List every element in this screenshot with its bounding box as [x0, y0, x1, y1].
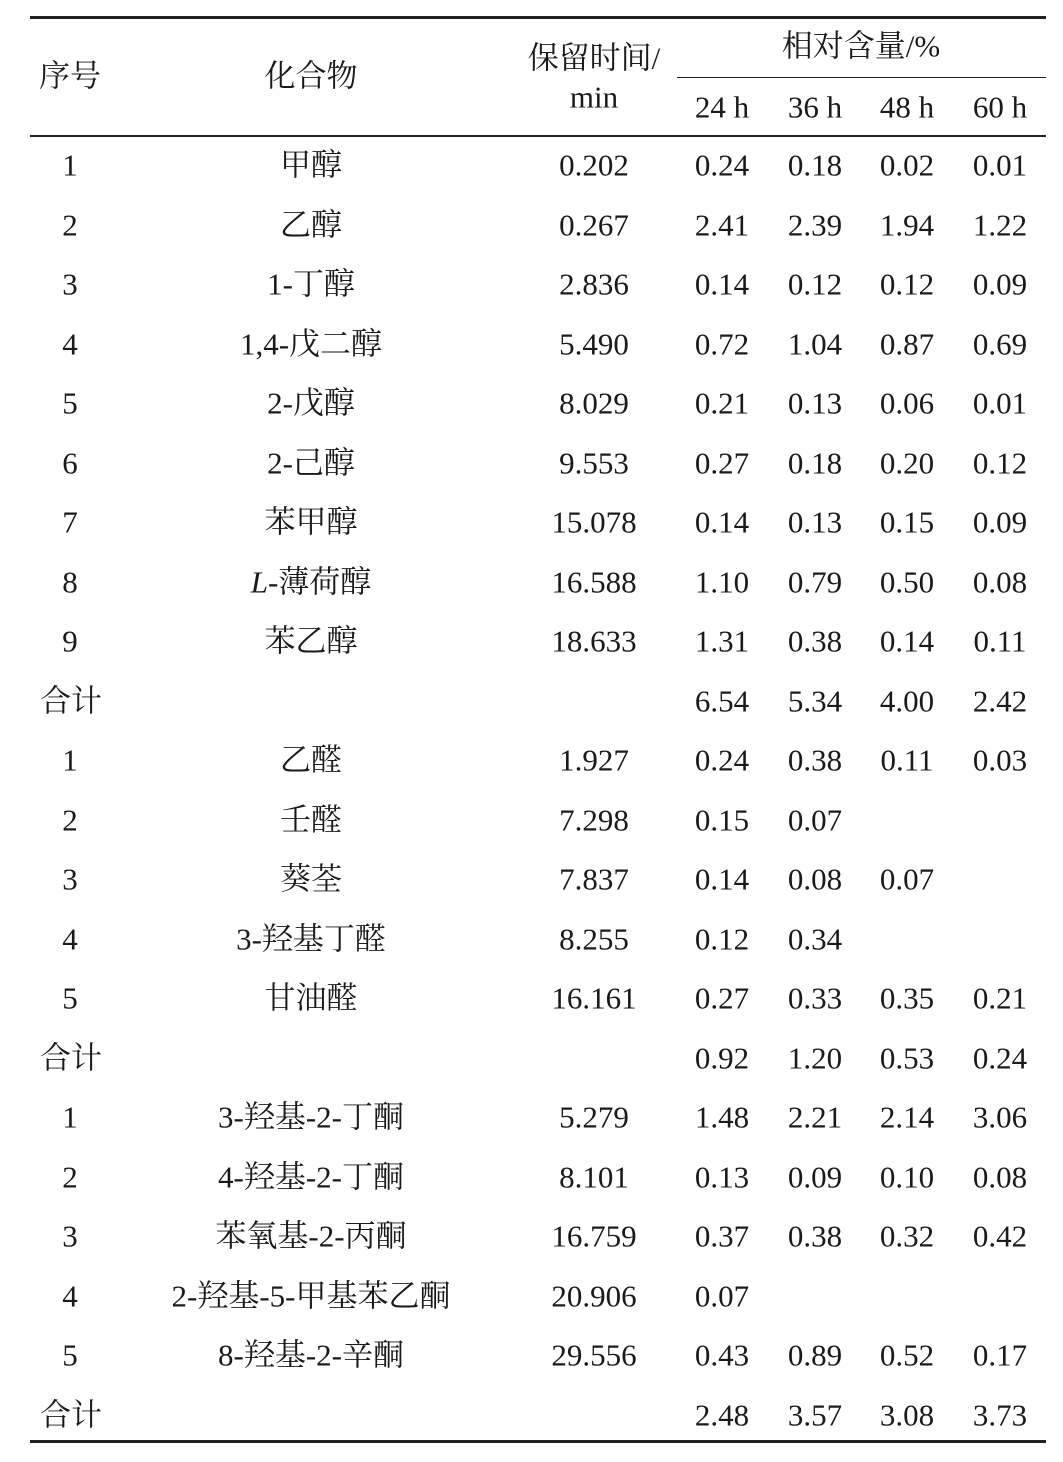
relative-content-value: 0.72 [694, 326, 750, 361]
relative-content-value: 0.37 [694, 1218, 750, 1254]
retention-time: 8.101 [559, 1159, 629, 1194]
row-index: 4 [62, 1278, 78, 1313]
row-index: 9 [62, 623, 78, 659]
relative-content-value: 0.07 [879, 861, 935, 897]
relative-content-value: 6.54 [694, 683, 750, 718]
compound-name: 3-羟基丁醛 [236, 921, 386, 956]
relative-content-value: 0.08 [972, 1159, 1028, 1194]
relative-content-value: 0.27 [694, 445, 750, 480]
relative-content-value: 0.34 [787, 921, 843, 956]
relative-content-value: 0.38 [787, 1218, 843, 1254]
retention-time: 2.836 [559, 266, 629, 302]
compound-name: 甘油醛 [264, 980, 358, 1016]
relative-content-value: 3.08 [879, 1397, 935, 1432]
relative-content-value: 0.15 [879, 504, 935, 540]
relative-content-value: 0.14 [694, 504, 750, 540]
retention-time: 7.298 [559, 802, 629, 837]
relative-content-value: 0.07 [694, 1278, 750, 1313]
compound-name: 苯甲醇 [264, 504, 358, 540]
row-index: 1 [62, 147, 78, 183]
retention-time: 0.267 [559, 207, 629, 242]
relative-content-value: 1.94 [879, 207, 935, 242]
relative-content-value: 0.53 [879, 1040, 935, 1075]
compound-name: 乙醛 [280, 742, 342, 778]
row-index: 4 [62, 921, 78, 956]
relative-content-value: 2.42 [972, 683, 1028, 718]
relative-content-value: 0.89 [787, 1337, 843, 1373]
retention-time: 8.029 [559, 385, 629, 421]
compound-name: 壬醛 [280, 802, 342, 837]
header-index: 序号 [39, 58, 101, 94]
relative-content-value: 0.03 [972, 742, 1028, 778]
relative-content-value: 0.14 [879, 623, 935, 659]
row-index: 1 [62, 1099, 78, 1135]
row-index: 5 [62, 1337, 78, 1373]
row-index: 2 [62, 207, 78, 242]
header-time-36h: 36 h [787, 89, 843, 125]
retention-time: 5.279 [559, 1099, 629, 1135]
compound-name: 苯氧基-2-丙酮 [215, 1218, 407, 1254]
relative-content-value: 0.15 [694, 802, 750, 837]
compound-name: L-薄荷醇 [250, 564, 372, 599]
relative-content-value: 0.07 [787, 802, 843, 837]
relative-content-value: 0.35 [879, 980, 935, 1016]
retention-time: 8.255 [559, 921, 629, 956]
relative-content-value: 0.09 [972, 266, 1028, 302]
relative-content-value: 0.12 [879, 266, 935, 302]
compound-name: 4-羟基-2-丁酮 [218, 1159, 404, 1194]
row-index: 7 [62, 504, 78, 540]
total-label: 合计 [40, 683, 102, 718]
relative-content-value: 0.08 [972, 564, 1028, 599]
header-retention-time: 保留时间/ [527, 40, 661, 76]
header-relative-content: 相对含量/% [781, 28, 941, 64]
relative-content-value: 0.12 [972, 445, 1028, 480]
retention-time: 1.927 [559, 742, 629, 778]
total-label: 合计 [40, 1397, 102, 1432]
header-compound: 化合物 [264, 58, 358, 94]
relative-content-value: 0.17 [972, 1337, 1028, 1373]
relative-content-value: 0.38 [787, 623, 843, 659]
relative-content-value: 0.38 [787, 742, 843, 778]
compound-name: 8-羟基-2-辛酮 [218, 1337, 404, 1373]
row-index: 6 [62, 445, 78, 480]
relative-content-value: 2.48 [694, 1397, 750, 1432]
retention-time: 18.633 [551, 623, 637, 659]
relative-content-value: 1.48 [694, 1099, 750, 1135]
retention-time: 16.588 [551, 564, 637, 599]
relative-content-value: 1.22 [972, 207, 1028, 242]
retention-time: 16.161 [551, 980, 637, 1016]
relative-content-value: 0.13 [787, 504, 843, 540]
relative-content-value: 0.24 [694, 742, 750, 778]
relative-content-value: 2.41 [694, 207, 750, 242]
relative-content-value: 0.01 [972, 385, 1028, 421]
relative-content-value: 3.57 [787, 1397, 843, 1432]
relative-content-value: 0.18 [787, 445, 843, 480]
row-index: 3 [62, 266, 78, 302]
header-time-60h: 60 h [972, 89, 1028, 125]
relative-content-value: 0.14 [694, 861, 750, 897]
relative-content-value: 0.21 [972, 980, 1028, 1016]
relative-content-value: 0.24 [972, 1040, 1028, 1075]
row-index: 4 [62, 326, 78, 361]
subheader-rule [677, 77, 1046, 78]
relative-content-value: 2.21 [787, 1099, 843, 1135]
compound-name: 3-羟基-2-丁酮 [218, 1099, 404, 1135]
relative-content-value: 1.04 [787, 326, 843, 361]
relative-content-value: 0.14 [694, 266, 750, 302]
compound-name: 甲醇 [280, 147, 342, 183]
relative-content-value: 0.13 [694, 1159, 750, 1194]
relative-content-value: 0.09 [972, 504, 1028, 540]
relative-content-value: 0.21 [694, 385, 750, 421]
relative-content-value: 0.20 [879, 445, 935, 480]
relative-content-value: 4.00 [879, 683, 935, 718]
relative-content-value: 0.10 [879, 1159, 935, 1194]
relative-content-value: 0.18 [787, 147, 843, 183]
relative-content-value: 0.52 [879, 1337, 935, 1373]
relative-content-value: 0.50 [879, 564, 935, 599]
relative-content-value: 1.31 [694, 623, 750, 659]
header-retention-time-unit: min [569, 79, 619, 115]
relative-content-value: 0.32 [879, 1218, 935, 1254]
compound-name: 2-戊醇 [267, 385, 355, 421]
row-index: 8 [62, 564, 78, 599]
relative-content-value: 0.79 [787, 564, 843, 599]
compound-name: 苯乙醇 [264, 623, 358, 659]
relative-content-value: 5.34 [787, 683, 843, 718]
compound-name: 2-羟基-5-甲基苯乙酮 [171, 1278, 451, 1313]
row-index: 2 [62, 802, 78, 837]
compound-name: 1-丁醇 [267, 266, 355, 302]
retention-time: 0.202 [559, 147, 629, 183]
compound-name: 1,4-戊二醇 [239, 326, 383, 361]
header-time-48h: 48 h [879, 89, 935, 125]
relative-content-value: 0.42 [972, 1218, 1028, 1254]
relative-content-value: 0.09 [787, 1159, 843, 1194]
relative-content-value: 0.43 [694, 1337, 750, 1373]
row-index: 1 [62, 742, 78, 778]
retention-time: 5.490 [559, 326, 629, 361]
retention-time: 7.837 [559, 861, 629, 897]
compound-name: 乙醇 [280, 207, 342, 242]
relative-content-value: 0.06 [879, 385, 935, 421]
relative-content-value: 0.12 [694, 921, 750, 956]
bottom-rule [30, 1440, 1046, 1443]
relative-content-value: 0.11 [880, 742, 934, 778]
relative-content-value: 0.11 [973, 623, 1027, 659]
compound-name: 2-己醇 [267, 445, 355, 480]
retention-time: 15.078 [551, 504, 637, 540]
relative-content-value: 3.73 [972, 1397, 1028, 1432]
row-index: 5 [62, 980, 78, 1016]
relative-content-value: 0.27 [694, 980, 750, 1016]
row-index: 2 [62, 1159, 78, 1194]
total-label: 合计 [40, 1040, 102, 1075]
row-index: 5 [62, 385, 78, 421]
relative-content-value: 0.08 [787, 861, 843, 897]
retention-time: 16.759 [551, 1218, 637, 1254]
retention-time: 20.906 [551, 1278, 637, 1313]
retention-time: 29.556 [551, 1337, 637, 1373]
relative-content-value: 1.20 [787, 1040, 843, 1075]
relative-content-value: 1.10 [694, 564, 750, 599]
relative-content-value: 2.14 [879, 1099, 935, 1135]
header-time-24h: 24 h [694, 89, 750, 125]
relative-content-value: 0.01 [972, 147, 1028, 183]
relative-content-value: 0.02 [879, 147, 935, 183]
header-bottom-rule [30, 135, 1046, 137]
row-index: 3 [62, 861, 78, 897]
relative-content-value: 3.06 [972, 1099, 1028, 1135]
relative-content-value: 0.24 [694, 147, 750, 183]
relative-content-value: 0.13 [787, 385, 843, 421]
relative-content-value: 0.69 [972, 326, 1028, 361]
top-rule [30, 16, 1046, 19]
row-index: 3 [62, 1218, 78, 1254]
compound-name: 葵荃 [280, 861, 342, 897]
relative-content-value: 0.92 [694, 1040, 750, 1075]
relative-content-value: 0.33 [787, 980, 843, 1016]
retention-time: 9.553 [559, 445, 629, 480]
relative-content-value: 0.87 [879, 326, 935, 361]
relative-content-value: 2.39 [787, 207, 843, 242]
relative-content-value: 0.12 [787, 266, 843, 302]
